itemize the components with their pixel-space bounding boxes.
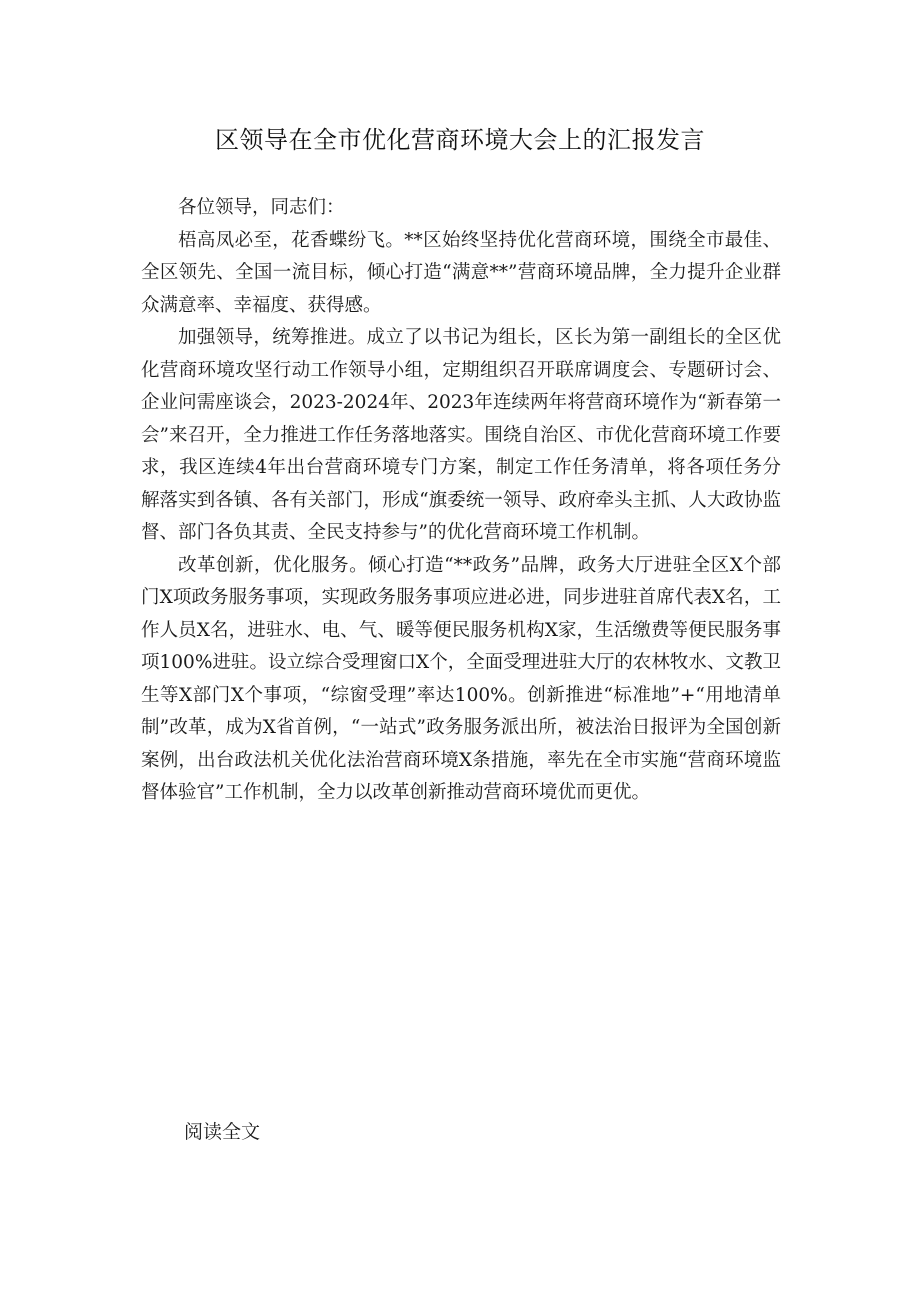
paragraph-leadership: 加强领导，统筹推进。成立了以书记为组长，区长为第一副组长的全区优化营商环境攻坚行动工作领导小组，定期组织召开联席调度会、专题研讨会、企业问需座谈会，2023-2024年、2023年连续两年将营商环境作为“新春第一会”来召开，全力推进工作任务落地落实。围绕自治区、市优化营商环境工作要求，我区连续4年出台营商环境专门方案，制定工作任务清单，将各项任务分解落实到各镇、各有关部门，形成“旗委统一领导、政府牵头主抓、人大政协监督、部门各负其责、全民支持参与”的优化营商环境工作机制。 bbox=[141, 327, 781, 543]
salutation: 各位领导，同志们： bbox=[178, 197, 345, 218]
paragraph-reform: 改革创新，优化服务。倾心打造“**政务”品牌，政务大厅进驻全区X个部门X项政务服务事项，实现政务服务事项应进必进，同步进驻首席代表X名，工作人员X名，进驻水、电、气、暖等便民服务机构X家，生活缴费等便民服务事项100%进驻。设立综合受理窗口X个，全面受理进驻大厅的农林牧水、文教卫生等X部门X个事项，“综窗受理”率达100%。创新推进“标准地”+“用地清单制”改革，成为X省首例，“一站式”政务服务派出所，被法治日报评为全国创新案例，出台政法机关优化法治营商环境X条措施，率先在全市实施“营商环境监督体验官”工作机制，全力以改革创新推动营商环境优而更优。 bbox=[141, 554, 781, 803]
document-body bbox=[141, 192, 781, 810]
document-title: 区领导在全市优化营商环境大会上的汇报发言 bbox=[215, 126, 705, 154]
read-full-text-link[interactable]: 阅读全文 bbox=[184, 1121, 261, 1143]
paragraph-opening: 梧高凤必至，花香蝶纷飞。**区始终坚持优化营商环境，围绕全市最佳、全区领先、全国一流目标，倾心打造“满意**”营商环境品牌，全力提升企业群众满意率、幸福度、获得感。 bbox=[141, 229, 781, 316]
